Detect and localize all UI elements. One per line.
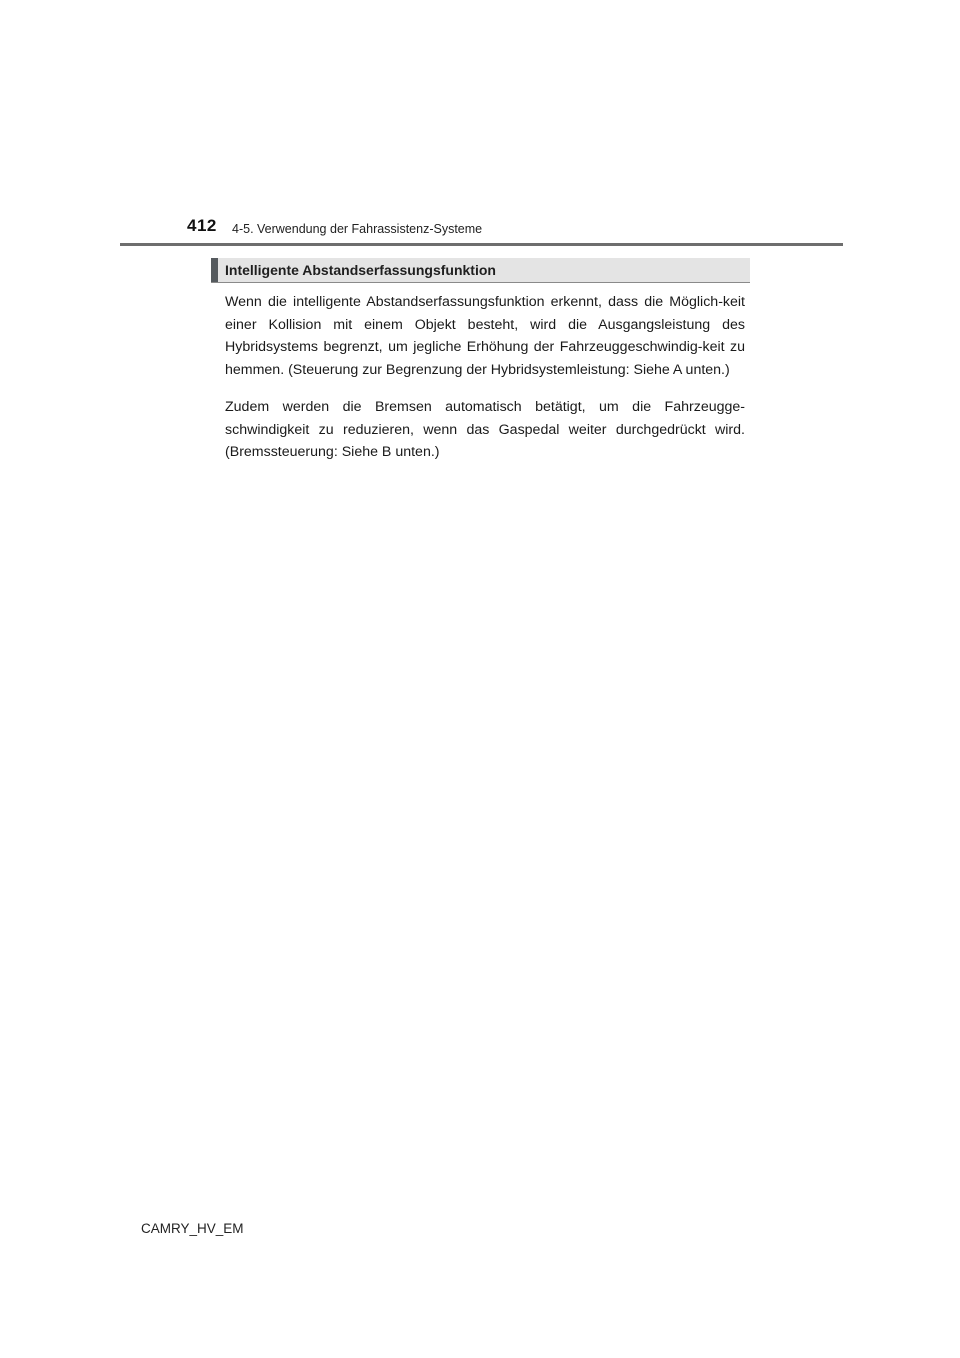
chapter-title: 4-5. Verwendung der Fahrassistenz-Systeme xyxy=(232,222,483,236)
page-number: 412 xyxy=(187,216,217,235)
body-paragraph: Wenn die intelligente Abstandserfassungsfunktion erkennt, dass die Möglich-keit einer Kollision mit einem Objekt besteht, wird die Ausgangsleistung des Hybridsystems begrenzt, um jegliche Erhöhung der Fahrzeuggeschwindig-keit zu hemmen. (Steuerung zur Begrenzung der Hybridsystemleistung: Siehe A unten.) xyxy=(225,294,745,378)
footer-document-code: CAMRY_HV_EM xyxy=(141,1221,244,1236)
section-heading-text: Intelligente Abstandserfassungsfunktion xyxy=(225,262,496,278)
section-heading xyxy=(211,258,750,283)
body-paragraph: Zudem werden die Bremsen automatisch betätigt, um die Fahrzeugge-schwindigkeit zu reduzieren, wenn das Gaspedal weiter durchgedrückt wird. (Bremssteuerung: Siehe B unten.) xyxy=(225,399,745,460)
heading-accent-bar xyxy=(211,258,218,282)
header-divider xyxy=(120,243,843,246)
